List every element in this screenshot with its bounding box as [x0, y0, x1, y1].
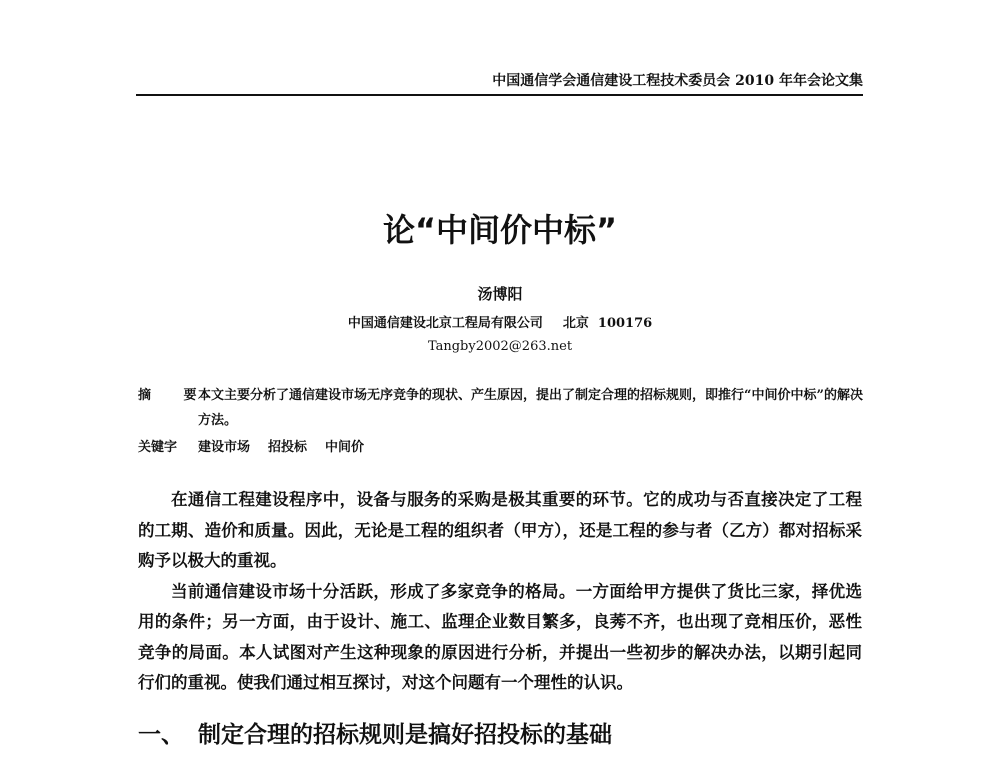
affiliation: [0, 312, 1000, 331]
header-rule: [136, 94, 863, 96]
body-text: [138, 485, 862, 699]
affiliation-organization: 中国通信建设北京工程局有限公司: [347, 316, 543, 331]
keyword-item: 招投标: [268, 440, 308, 455]
abstract-label: 摘 要: [138, 388, 211, 403]
keyword-item: 中间价: [325, 440, 365, 455]
abstract-text: 本文主要分析了通信建设市场无序竞争的现状、产生原因，提出了制定合理的招标规则，即推行“中间价中标”的解决方法。: [198, 388, 863, 428]
paper-title: 论“中间价中标”: [382, 211, 618, 249]
body-paragraph: 当前通信建设市场十分活跃，形成了多家竞争的格局。一方面给甲方提供了货比三家，择优选用的条件；另一方面，由于设计、施工、监理企业数目繁多，良莠不齐，也出现了竞相压价，恶性竞争的局面。本人试图对产生这种现象的原因进行分析，并提出一些初步的解决办法，以期引起同行们的重视。使我们通过相互探讨，对这个问题有一个理性的认识。: [138, 581, 862, 692]
section-title: 制定合理的招标规则是搞好招投标的基础: [198, 722, 612, 748]
running-header: 中国通信学会通信建设工程技术委员会 2010 年年会论文集: [492, 73, 863, 89]
author-email: Tangby2002@263.net: [427, 339, 573, 354]
affiliation-postcode: 100176: [597, 316, 653, 331]
section-number: 一、: [138, 722, 184, 748]
keyword-item: 建设市场: [198, 440, 251, 455]
affiliation-city: 北京: [562, 316, 589, 331]
keywords-label: 关键字: [138, 440, 178, 455]
section-heading: [138, 716, 612, 749]
author-name: 汤博阳: [477, 285, 523, 303]
keywords-list: [198, 436, 382, 455]
body-paragraph: 在通信工程建设程序中，设备与服务的采购是极其重要的环节。它的成功与否直接决定了工程的工期、造价和质量。因此，无论是工程的组织者（甲方），还是工程的参与者（乙方）都对招标采购予以极大的重视。: [138, 490, 862, 570]
